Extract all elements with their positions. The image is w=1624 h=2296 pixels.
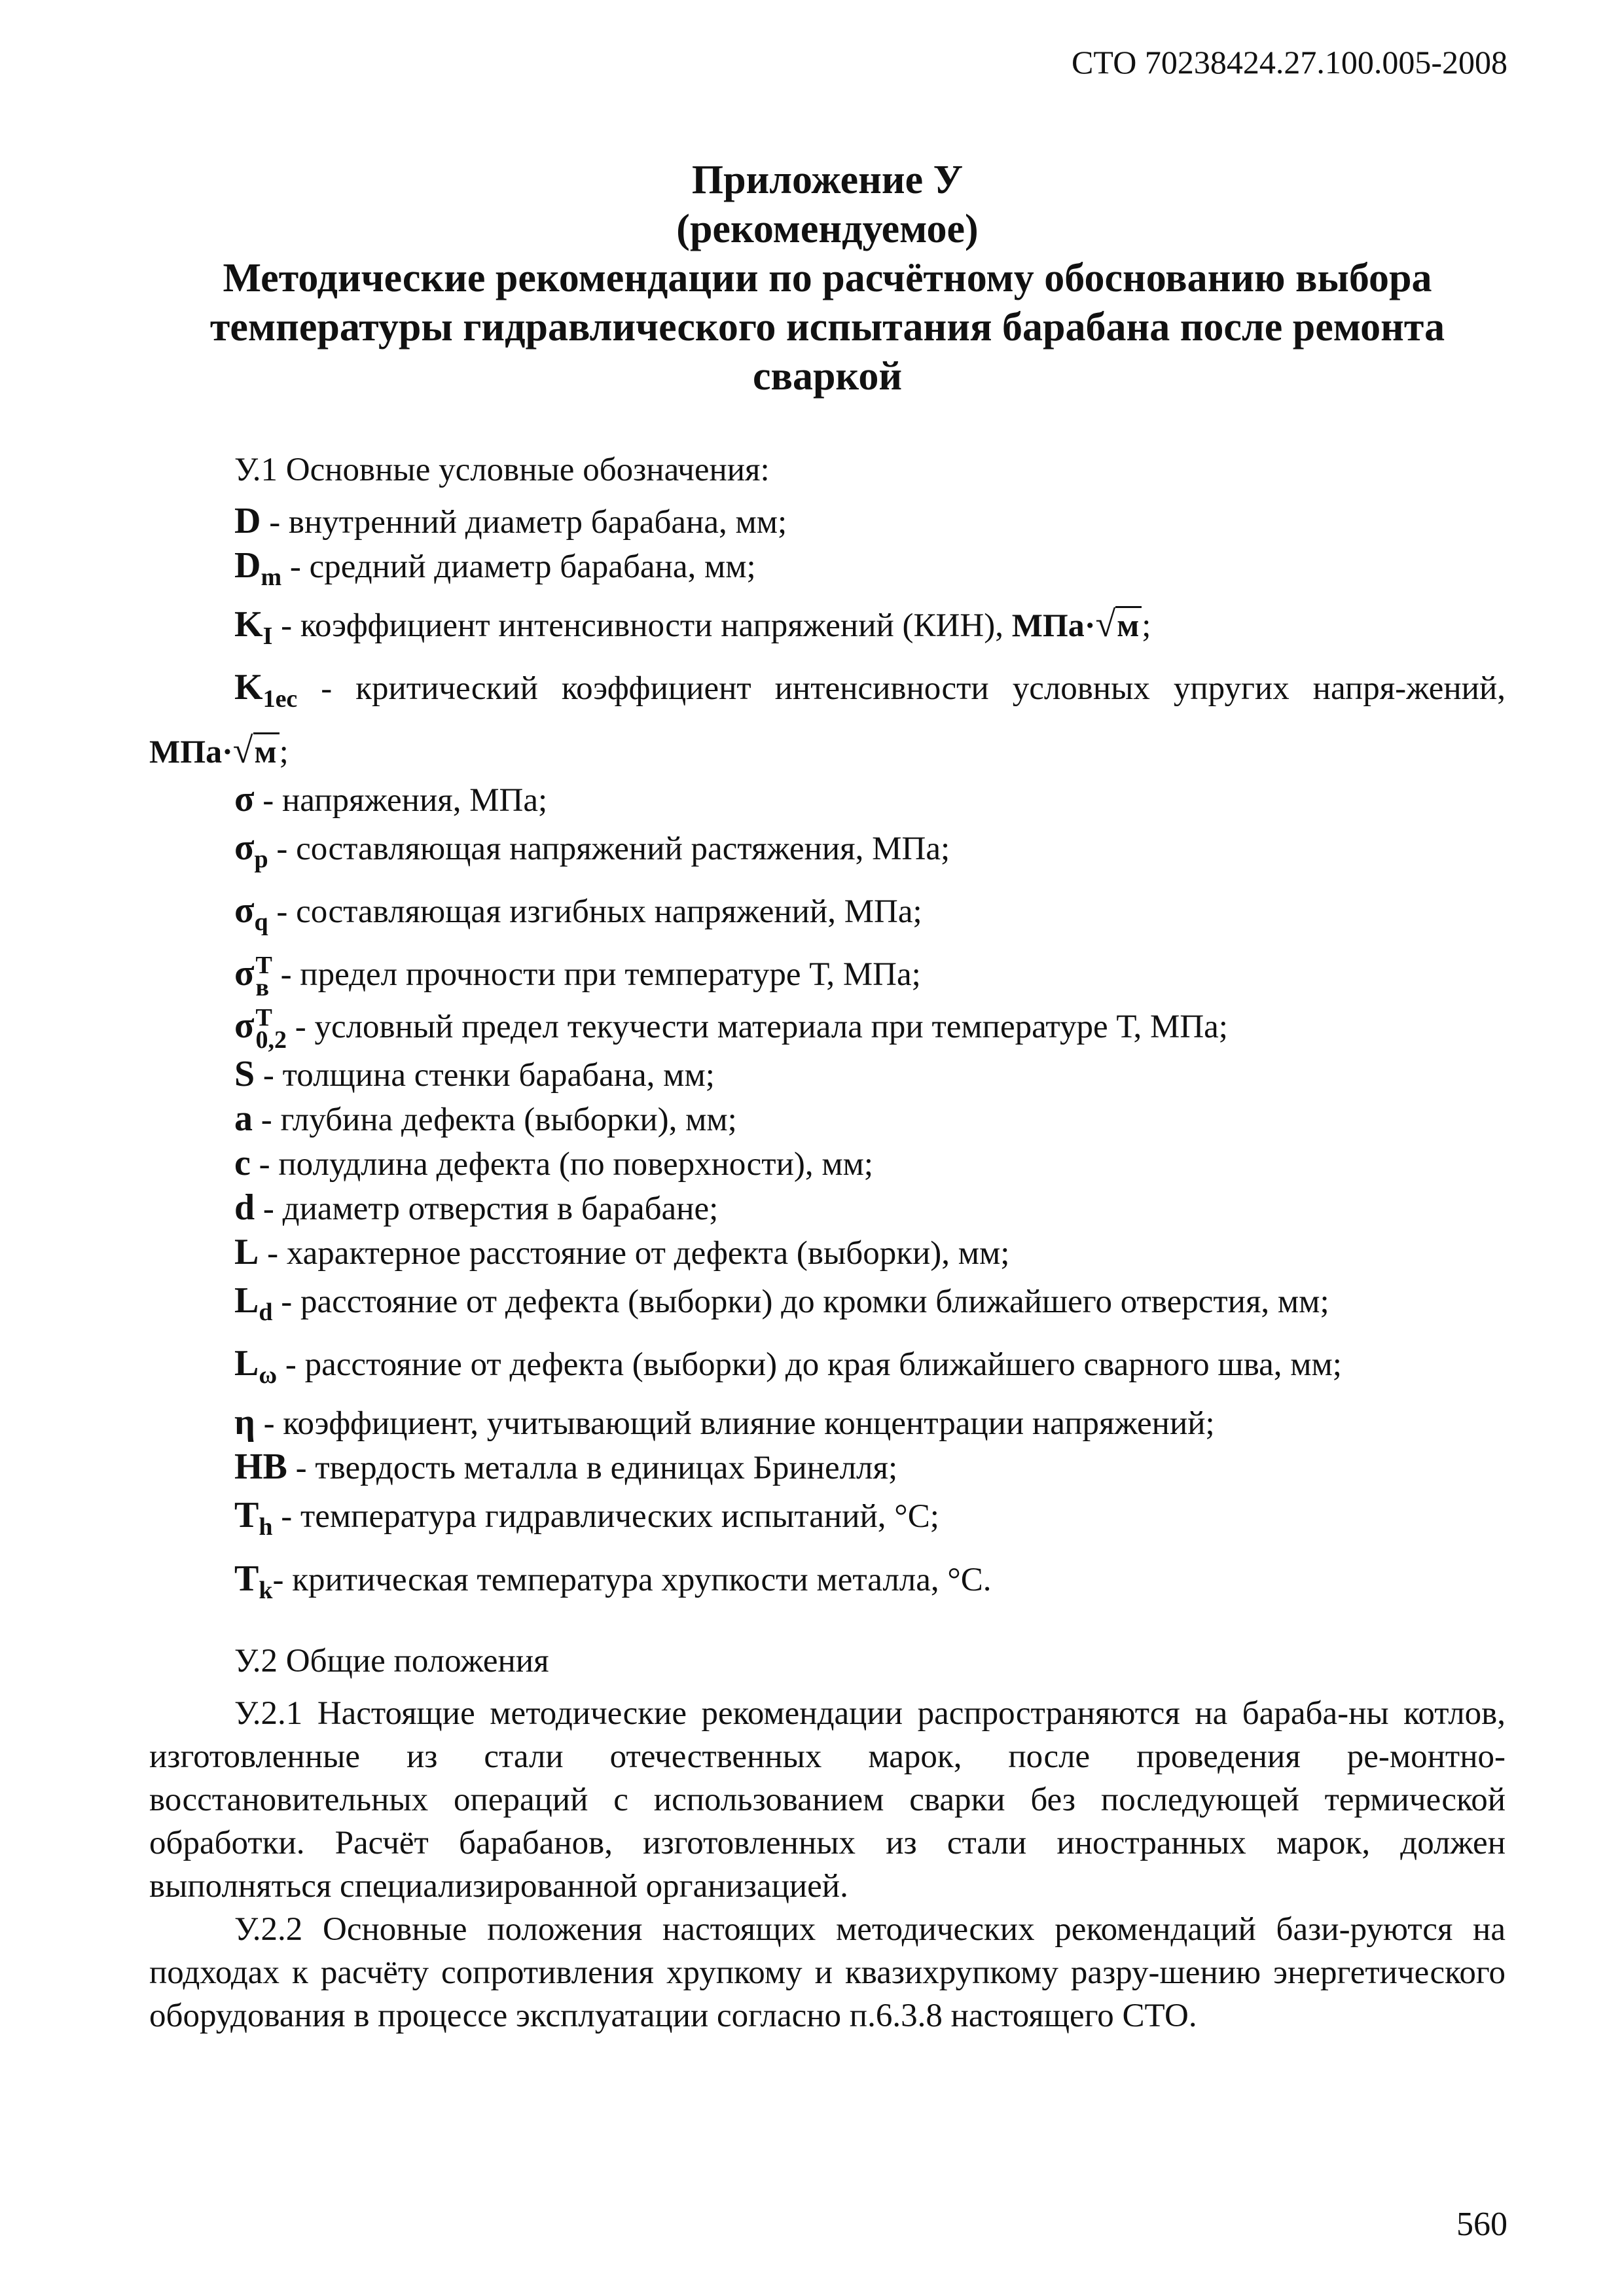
definition: - коэффициент, учитывающий влияние концентрации напряжений; [255, 1405, 1215, 1443]
document-code: СТО 70238424.27.100.005-2008 [1072, 44, 1507, 81]
appendix-heading [149, 156, 1506, 401]
definition: - напряжения, МПа; [254, 781, 548, 819]
definition: - толщина стенки барабана, мм; [255, 1056, 715, 1094]
symbol: S [234, 1053, 255, 1094]
paragraph-2-2: У.2.2 Основные положения настоящих методических рекомендаций бази-руются на подходах к расчёту сопротивления хрупкому и квазихрупкому разру-шению энергетического оборудования в процессе эксплуатации согласно п.6.3.8 настоящего СТО. [149, 1910, 1506, 2034]
definition: - составляющая напряжений растяжения, МПа; [268, 830, 950, 867]
definition: - температура гидравлических испытаний, °С; [272, 1498, 939, 1535]
appendix-label: Приложение У [691, 158, 964, 202]
notation-item-sigma [149, 778, 1506, 822]
notation-item-HB [149, 1445, 1506, 1490]
appendix-title-line-3: сваркой [752, 354, 903, 399]
notation-item-sigma-q [149, 885, 1506, 948]
notation-item-d [149, 1186, 1506, 1230]
symbol: $\sigma_q$ [234, 889, 268, 936]
notation-item-Dm [149, 544, 1506, 599]
definition: - составляющая изгибных напряжений, МПа; [268, 893, 922, 930]
notation-item-Ld [149, 1275, 1506, 1338]
notation-item-Tk [149, 1553, 1506, 1616]
symbol: $T_h$ [234, 1495, 273, 1541]
definition: - твердость металла в единицах Бринелля; [287, 1450, 898, 1487]
notation-item-K1ec: $K_{1ec}$ - критический коэффициент интенсивности условных упругих напря-жений, МПа·√м; [149, 667, 1506, 771]
symbol: L [234, 1231, 259, 1272]
definition: - диаметр отверстия в барабане; [255, 1190, 719, 1227]
notation-item-Th [149, 1490, 1506, 1552]
definition: - внутренний диаметр барабана, мм; [261, 504, 787, 541]
definition: - глубина дефекта (выборки), мм; [253, 1101, 737, 1138]
symbol: $K_I$ [234, 604, 273, 651]
notation-item-sigma-v [149, 948, 1506, 1000]
symbol: c [234, 1142, 251, 1183]
symbol: σ T 0,2 [234, 1004, 287, 1054]
definition: - характерное расстояние от дефекта (выборки), мм; [259, 1234, 1010, 1272]
symbol: σ [234, 778, 255, 819]
unit-mpa-sqrt-m: МПа·√м [149, 733, 280, 770]
definition: - критический коэффициент интенсивности условных упругих напря-жений, [297, 670, 1506, 708]
symbol: d [234, 1187, 255, 1228]
symbol: η [234, 1402, 255, 1443]
definition: - условный предел текучести материала при температуре Т, МПа; [286, 1008, 1228, 1045]
symbol: $T_k$ [234, 1558, 273, 1604]
definition: - полудлина дефекта (по поверхности), мм; [250, 1145, 874, 1183]
symbol: $L_\omega$ [234, 1343, 278, 1390]
notation-item-L [149, 1230, 1506, 1275]
definition: - расстояние от дефекта (выборки) до кромки ближайшего отверстия, мм; [272, 1283, 1329, 1320]
symbol: D [234, 501, 261, 541]
page-number: 560 [1456, 2206, 1507, 2243]
section-title-notation: У.1 Основные условные обозначения: [234, 452, 770, 488]
notation-item-KI: $K_I$ - коэффициент интенсивности напряжений (КИН), МПа·√м; [234, 604, 1151, 651]
symbol: HB [234, 1446, 287, 1488]
symbol: $L_d$ [234, 1280, 273, 1327]
section-title-general: У.2 Общие положения [234, 1642, 549, 1679]
notation-item-S [149, 1052, 1506, 1097]
definition: - критическая температура хрупкости металла, °С. [272, 1561, 992, 1598]
symbol: $K_{1ec}$ [234, 667, 298, 713]
document-body [149, 435, 1506, 2037]
definition: - коэффициент интенсивности напряжений (КИН), [272, 607, 1012, 645]
unit-mpa-sqrt-m: МПа·√м [1012, 607, 1142, 643]
appendix-title-line-2: температуры гидравлического испытания барабана после ремонта [209, 305, 1445, 350]
symbol: $D_m$ [234, 545, 282, 592]
symbol: σ T в [234, 952, 272, 1002]
notation-item-c [149, 1141, 1506, 1186]
notation-item-a [149, 1097, 1506, 1141]
notation-item-sigma-p [149, 822, 1506, 885]
definition: - расстояние от дефекта (выборки) до края ближайшего сварного шва, мм; [277, 1346, 1342, 1384]
symbol: $\sigma_p$ [234, 827, 268, 873]
definition: - предел прочности при температуре Т, МПа; [272, 956, 921, 993]
appendix-title-line-1: Методические рекомендации по расчётному обоснованию выбора [223, 256, 1432, 300]
notation-list [149, 499, 1506, 1616]
notation-item-sigma-02 [149, 1000, 1506, 1052]
paragraph-2-1: У.2.1 Настоящие методические рекомендации распространяются на бараба-ны котлов, изготовленные из стали отечественных марок, после проведения ре-монтно-восстановительных операций с использованием сварки без последующей термической обработки. Расчёт барабанов, изготовленных из стали иностранных марок, должен выполняться специализированной организацией. [149, 1695, 1506, 1905]
notation-item-Lw [149, 1338, 1506, 1401]
symbol: a [234, 1098, 253, 1139]
notation-item-D [149, 499, 1506, 544]
notation-item-eta [149, 1401, 1506, 1445]
appendix-status: (рекомендуемое) [676, 207, 979, 251]
definition: - средний диаметр барабана, мм; [281, 548, 756, 585]
